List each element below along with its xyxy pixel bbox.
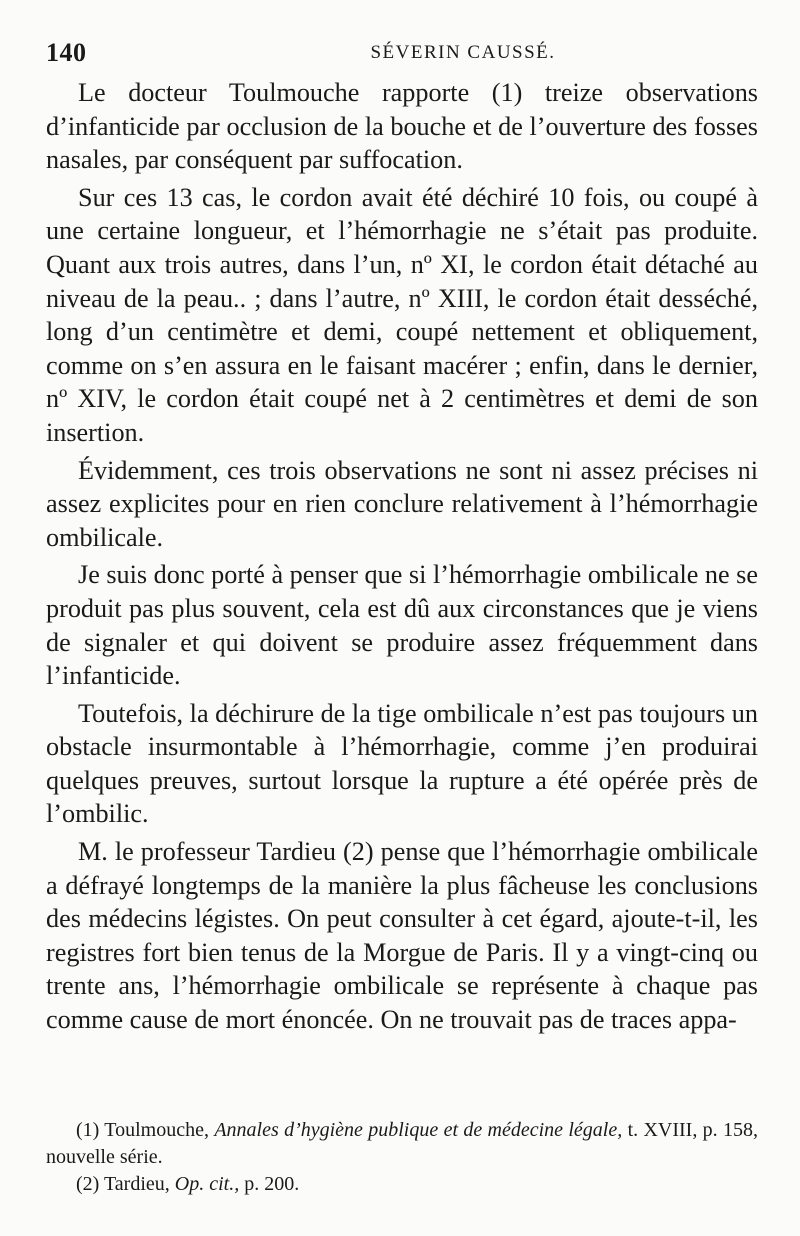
- page-header: [46, 38, 760, 72]
- footnote-title: Op. cit.,: [174, 1173, 240, 1195]
- running-head: SÉVERIN CAUSSÉ.: [370, 42, 556, 63]
- footnote-title: Annales d’hygiène publique et de médecine légale,: [214, 1119, 623, 1141]
- footnote-details: t. XVIII, p. 158, nouvelle série.: [46, 1119, 758, 1168]
- footnote-author: Tardieu,: [103, 1173, 170, 1195]
- paragraph: Toutefois, la déchirure de la tige ombilicale n’est pas toujours un obstacle insurmontable à l’hémorrhagie, comme j’en produirai quelques preuves, surtout lorsque la rupture a été opérée près de l’ombilic.: [46, 698, 758, 829]
- body-text: [46, 76, 758, 1041]
- paragraph: Le docteur Toulmouche rapporte (1) treize observations d’infanticide par occlusion de la bouche et de l’ouverture des fosses nasales, par conséquent par suffocation.: [46, 78, 758, 175]
- footnote-mark: (1): [76, 1119, 100, 1141]
- footnotes: [46, 1117, 758, 1198]
- footnote-details: p. 200.: [244, 1173, 300, 1195]
- paragraph: Sur ces 13 cas, le cordon avait été déchiré 10 fois, ou coupé à une certaine longueur, et l’hémorrhagie ne s’était pas produite. Quant aux trois autres, dans l’un, nº XI, le cordon était détaché au niveau de la peau.. ; dans l’autre, nº XIII, le cordon était desséché, long d’un centimètre et demi, coupé nettement et obliquement, comme on s’en assura en le faisant macérer ; enfin, dans le dernier, nº XIV, le cordon était coupé net à 2 centimètres et demi de son insertion.: [46, 182, 758, 447]
- page-number: 140: [46, 38, 87, 67]
- footnote-mark: (2): [76, 1173, 100, 1195]
- footnote: [46, 1171, 758, 1198]
- paragraph: Je suis donc porté à penser que si l’hémorrhagie ombilicale ne se produit pas plus souvent, cela est dû aux circonstances que je viens de signaler et qui doivent se produire assez fréquemment dans l’infanticide.: [46, 560, 758, 691]
- paragraph: Évidemment, ces trois observations ne sont ni assez précises ni assez explicites pour en rien conclure relativement à l’hémorrhagie ombilicale.: [46, 455, 758, 552]
- footnote-author: Toulmouche,: [104, 1119, 209, 1141]
- footnote: [46, 1117, 758, 1171]
- paragraph: M. le professeur Tardieu (2) pense que l’hémorrhagie ombilicale a défrayé longtemps de la manière la plus fâcheuse les conclusions des médecins légistes. On peut consulter à cet égard, ajoute-t-il, les registres fort bien tenus de la Morgue de Paris. Il y a vingt-cinq ou trente ans, l’hémorrhagie ombilicale se représente à chaque pas comme cause de mort énoncée. On ne trouvait pas de traces appa-: [46, 837, 758, 1035]
